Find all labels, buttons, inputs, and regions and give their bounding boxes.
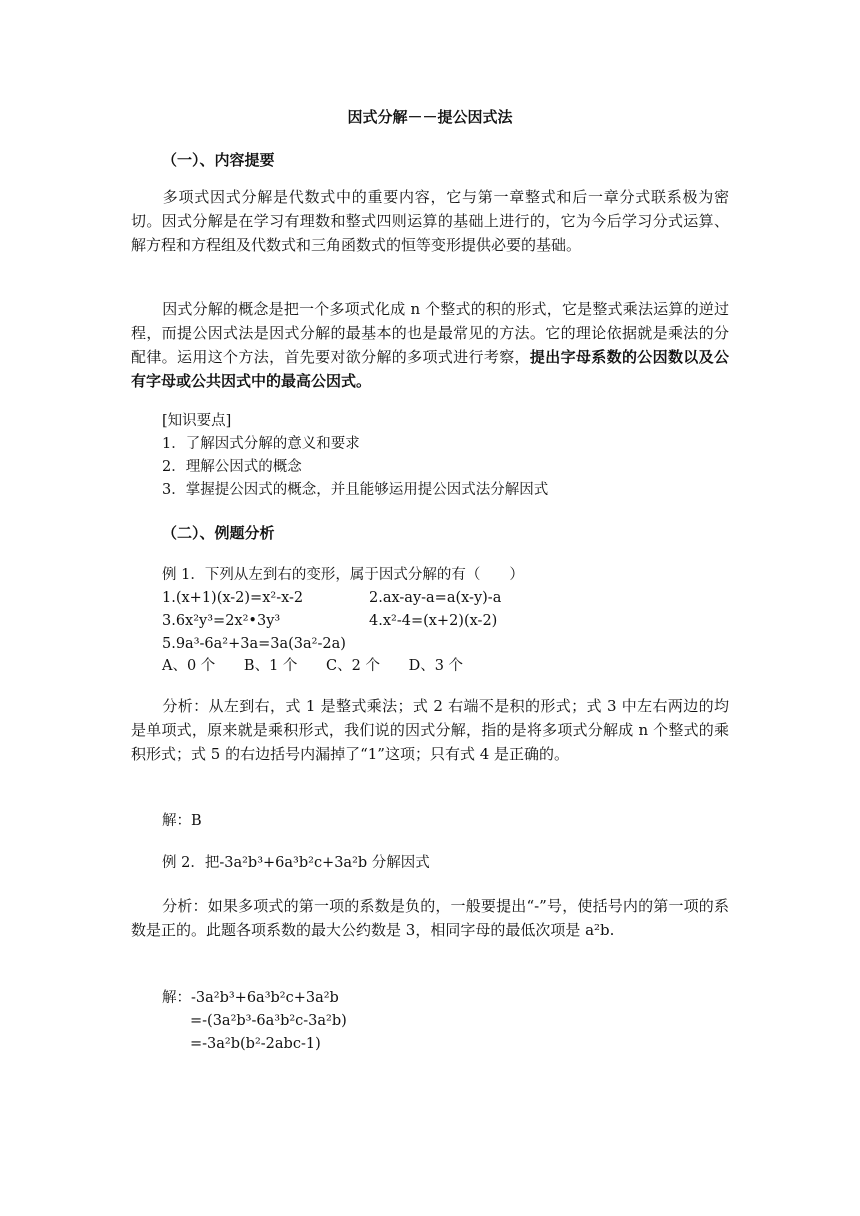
section-heading-summary: （一）、内容提要 [162,151,275,169]
example2-solution-1: 解：-3a²b³+6a³b²c+3a²b [162,990,339,1006]
knowledge-point-1: 1．了解因式分解的意义和要求 [162,436,360,452]
knowledge-point-2: 2．理解公因式的概念 [162,459,302,475]
knowledge-points-label: [知识要点] [162,413,232,429]
paragraph-intro-text: 多项式因式分解是代数式中的重要内容，它与第一章整式和后一章分式联系极为密切。因式分解是在学习有理数和整式四则运算的基础上进行的，它为今后学习分式运算、解方程和方程组及代数式和三角函数式的恒等变形提供必要的基础。 [131,188,729,254]
option-c: C、2 个 [326,658,380,674]
example1-answer: 解：B [162,813,202,829]
paragraph-concept [131,297,729,393]
example2-solution-3: =-3a²b(b²-2abc-1) [190,1036,321,1052]
paragraph-concept-bold: 提出字母系数的公因数以及公有字母或公共因式中的最高公因式。 [131,348,729,390]
example2-analysis [131,894,729,942]
paragraph-concept-text: 因式分解的概念是把一个多项式化成 n 个整式的积的形式，它是整式乘法运算的逆过程，而提公因式法是因式分解的最基本的也是最常见的方法。它的理论依据就是乘法的分配律。运用这个方法，首先要对欲分解的多项式进行考察， [131,300,729,366]
example1-item-5: 5.9a³-6a²+3a=3a(3a²-2a) [162,636,346,652]
option-a: A、0 个 [162,658,216,674]
option-b: B、1 个 [243,658,298,674]
example1-item-3: 3.6x²y³=2x²•3y³ [162,613,281,629]
example1-analysis-text: 分析：从左到右，式 1 是整式乘法；式 2 右端不是积的形式；式 3 中左右两边的均是单项式，原来就是乘积形式，我们说的因式分解，指的是将多项式分解成 n 个整式的乘积形式；式 5 的右边括号内漏掉了“1”这项；只有式 4 是正确的。 [131,697,729,763]
example2-analysis-text: 分析：如果多项式的第一项的系数是负的，一般要提出“-”号，使括号内的第一项的系数是正的。此题各项系数的最大公约数是 3，相同字母的最低次项是 a²b. [131,897,729,939]
knowledge-point-3: 3．掌握提公因式的概念，并且能够运用提公因式法分解因式 [162,482,549,498]
example2-solution-2: =-(3a²b³-6a³b²c-3a²b) [190,1013,347,1029]
example1-item-4: 4.x²-4=(x+2)(x-2) [369,613,498,629]
example1-analysis [131,694,729,766]
section-heading-examples: （二）、例题分析 [162,524,275,542]
page-title: 因式分解－－提公因式法 [347,108,513,126]
example1-item-1: 1.(x+1)(x-2)=x²-x-2 [162,590,304,606]
example1-item-2: 2.ax-ay-a=a(x-y)-a [369,590,502,606]
example1-question: 例 1．下列从左到右的变形，属于因式分解的有（ ） [162,567,524,583]
paragraph-intro [131,185,729,257]
option-d: D、3 个 [408,658,464,674]
example1-options [162,655,487,677]
example2-question: 例 2．把-3a²b³+6a³b²c+3a²b 分解因式 [162,855,430,871]
